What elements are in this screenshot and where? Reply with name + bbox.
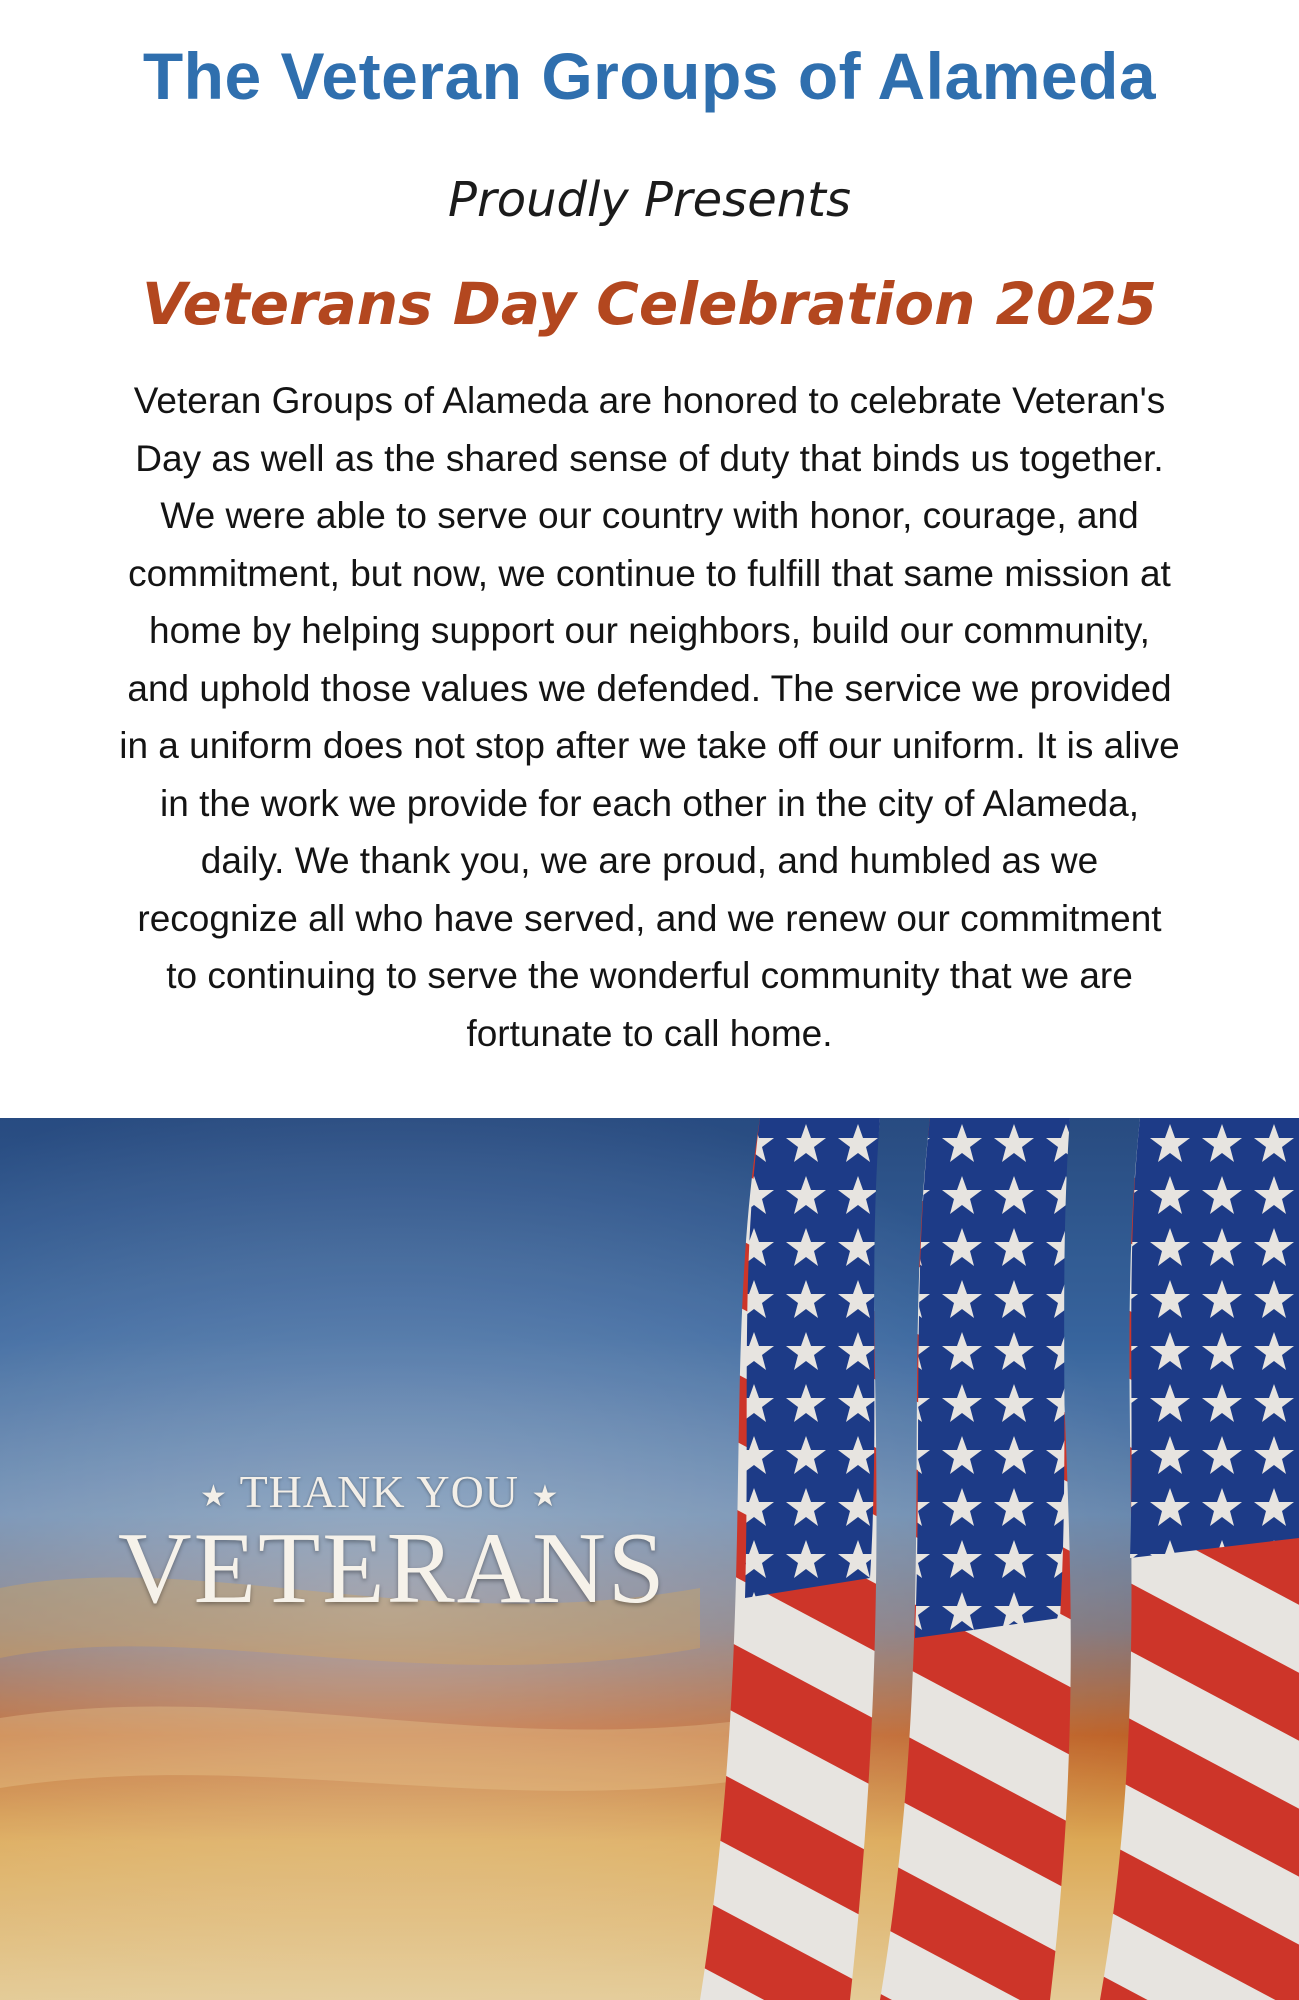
veterans-headline: VETERANS (118, 1512, 667, 1625)
body-line: Veteran Groups of Alameda are honored to celebrate Veteran's (133, 380, 1166, 421)
body-line: home by helping support our neighbors, build our community, (149, 610, 1150, 651)
body-line: fortunate to call home. (466, 1012, 833, 1054)
body-line: recognize all who have served, and we renew our commitment (137, 897, 1162, 939)
body-line: in the work we provide for each other in the city of Alameda, (160, 782, 1139, 824)
star-icon: ★ (531, 1479, 560, 1513)
star-icon: ★ (200, 1479, 228, 1513)
body-line: We were able to serve our country with honor, courage, and (160, 495, 1139, 536)
body-line: commitment, but now, we continue to fulfill that same mission at (128, 552, 1171, 594)
body-line: daily. We thank you, we are proud, and humbled as we (200, 840, 1099, 881)
proudly-presents-subtitle: Proudly Presents (448, 172, 851, 228)
body-line: Day as well as the shared sense of duty that binds us together. (135, 437, 1164, 479)
body-paragraph (8, 372, 1291, 1062)
body-line: in a uniform does not stop after we take off our uniform. It is alive (119, 725, 1180, 766)
event-title: Veterans Day Celebration 2025 (141, 270, 1158, 338)
thank-you-label: THANK YOU (239, 1466, 520, 1517)
body-line: and uphold those values we defended. The service we provided (127, 667, 1172, 709)
organization-title: The Veteran Groups of Alameda (142, 39, 1157, 113)
body-line: to continuing to serve the wonderful community that we are (166, 955, 1133, 996)
